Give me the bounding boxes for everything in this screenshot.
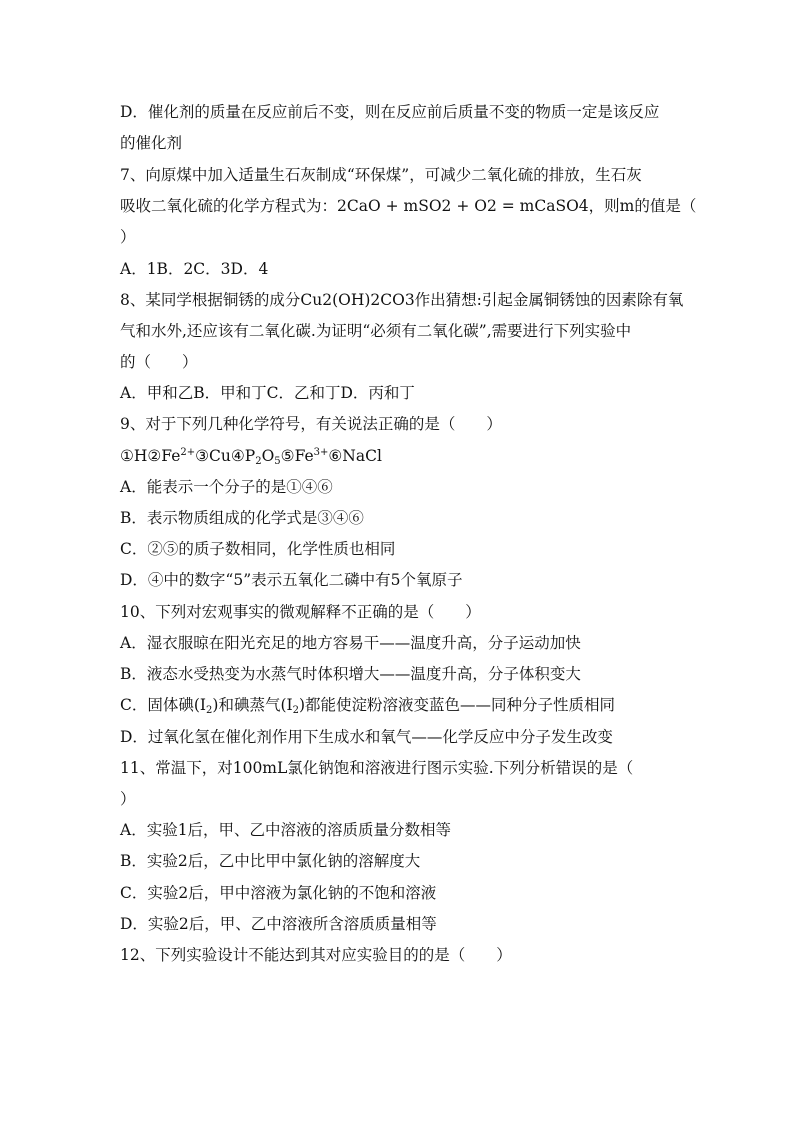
q11-option-b: B．实验2后，乙中比甲中氯化钠的溶解度大 <box>120 852 421 870</box>
q9-symbol-fe-charge: 2+ <box>180 447 196 458</box>
q10-option-c-part1: C．固体碘(I <box>120 696 207 714</box>
q9-symbol-fe3-charge: 3+ <box>313 447 329 458</box>
q9-option-b: B．表示物质组成的化学式是③④⑥ <box>120 509 364 527</box>
q7-stem-line1: 7、向原煤中加入适量生石灰制成“环保煤”，可减少二氧化硫的排放，生石灰 <box>120 166 642 184</box>
q10-option-d: D．过氧化氢在催化剂作用下生成水和氧气——化学反应中分子发生改变 <box>120 728 613 746</box>
q6-option-d-line1: D．催化剂的质量在反应前后不变，则在反应前后质量不变的物质一定是该反应 <box>120 103 660 121</box>
q9-option-a: A．能表示一个分子的是①④⑥ <box>120 478 333 496</box>
q11-option-a: A．实验1后，甲、乙中溶液的溶质质量分数相等 <box>120 821 452 839</box>
q11-stem-line1: 11、常温下，对100mL氯化钠饱和溶液进行图示实验.下列分析错误的是（ <box>120 759 634 777</box>
q12-stem: 12、下列实验设计不能达到其对应实验目的的是（ ） <box>120 946 512 964</box>
q8-stem-line2: 气和水外,还应该有二氧化碳.为证明“必须有二氧化碳”,需要进行下列实验中 <box>120 322 632 340</box>
q9-symbols <box>120 446 382 466</box>
q10-stem: 10、下列对宏观事实的微观解释不正确的是（ ） <box>120 603 481 621</box>
q9-symbol-o: O <box>261 447 275 465</box>
q11-stem-line2: ） <box>120 790 136 808</box>
q10-option-c-sub2: 2 <box>292 705 299 716</box>
q10-option-b: B．液态水受热变为水蒸气时体积增大——温度升高，分子体积变大 <box>120 665 581 683</box>
q8-stem-line1: 8、某同学根据铜锈的成分Cu2(OH)2CO3作出猜想:引起金属铜锈蚀的因素除有氧 <box>120 291 684 309</box>
q8-stem-line3: 的（ ） <box>120 353 198 371</box>
q6-option-d-line2: 的催化剂 <box>120 134 183 152</box>
q11-option-d: D．实验2后，甲、乙中溶液所含溶质质量相等 <box>120 915 437 933</box>
q10-option-c <box>120 695 615 715</box>
q9-option-c: C．②⑤的质子数相同，化学性质也相同 <box>120 540 396 558</box>
q7-options: A．1B．2C．3D．4 <box>120 260 269 278</box>
q9-stem: 9、对于下列几种化学符号，有关说法正确的是（ ） <box>120 415 502 433</box>
q10-option-c-sub1: 2 <box>206 705 213 716</box>
q9-option-d: D．④中的数字“5”表示五氧化二磷中有5个氧原子 <box>120 571 463 589</box>
q9-symbol-cu-p: ③Cu④P <box>195 447 256 465</box>
q9-symbol-nacl: ⑥NaCl <box>328 447 382 465</box>
q9-symbol-p-subscript: 2 <box>255 456 262 467</box>
q10-option-c-part3: )都能使淀粉溶液变蓝色——同种分子性质相同 <box>299 696 616 714</box>
q7-stem-line3: ） <box>120 228 136 246</box>
q7-stem-line2: 吸收二氧化硫的化学方程式为：2CaO + mSO2 + O2 = mCaSO4，则m的值是（ <box>120 197 697 215</box>
q8-options: A．甲和乙B．甲和丁C．乙和丁D．丙和丁 <box>120 384 415 402</box>
q10-option-c-part2: )和碘蒸气(I <box>212 696 293 714</box>
q10-option-a: A．湿衣服晾在阳光充足的地方容易干——温度升高，分子运动加快 <box>120 634 581 652</box>
q9-symbol-fe3: ⑤Fe <box>280 447 314 465</box>
q9-symbol-h-fe: ①H②Fe <box>120 447 181 465</box>
q9-symbol-o-subscript: 5 <box>274 456 281 467</box>
q11-option-c: C．实验2后，甲中溶液为氯化钠的不饱和溶液 <box>120 884 437 902</box>
